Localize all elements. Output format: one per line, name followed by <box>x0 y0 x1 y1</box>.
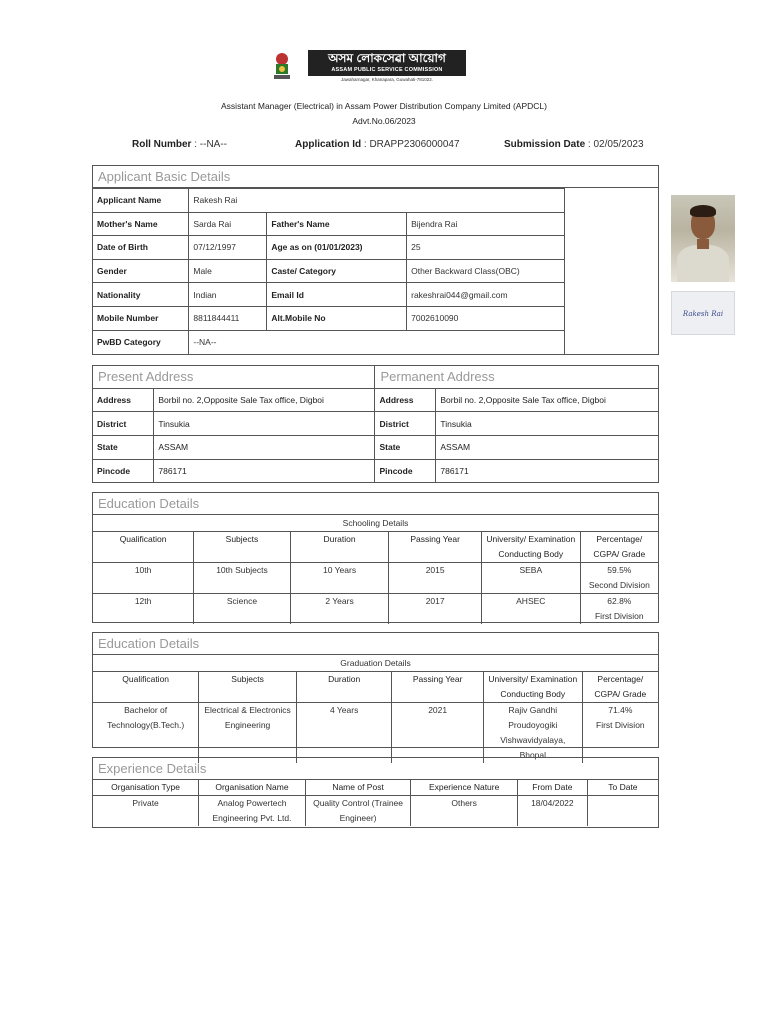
alt-mobile-value: 7002610090 <box>407 306 565 330</box>
dob-label: Date of Birth <box>93 236 189 260</box>
present-state-label: State <box>93 435 154 459</box>
table-row <box>93 459 658 482</box>
present-district-label: District <box>93 412 154 436</box>
dob-value: 07/12/1997 <box>189 236 267 260</box>
col-qualification: Qualification <box>93 532 194 563</box>
mobile-value: 8811844411 <box>189 306 267 330</box>
caste-label: Caste/ Category <box>267 259 407 283</box>
experience-section-title: Experience Details <box>93 758 658 780</box>
present-pincode-value: 786171 <box>154 459 375 482</box>
advt-number: Advt.No.06/2023 <box>352 116 416 126</box>
applicant-name-label: Applicant Name <box>93 189 189 213</box>
col-experience-nature: Experience Nature <box>411 780 518 796</box>
table-header-row <box>93 532 658 563</box>
gender-label: Gender <box>93 259 189 283</box>
mother-name-value: Sarda Rai <box>189 212 267 236</box>
cell-organisation-type: Private <box>93 796 199 827</box>
alt-mobile-label: Alt.Mobile No <box>267 306 407 330</box>
email-value: rakeshrai044@gmail.com <box>407 283 565 307</box>
table-row <box>93 796 658 827</box>
col-subjects: Subjects <box>199 672 297 703</box>
col-qualification: Qualification <box>93 672 199 703</box>
col-subjects: Subjects <box>194 532 291 563</box>
graduation-details <box>92 632 659 760</box>
application-id-label: Application Id <box>295 139 362 150</box>
cell-duration: 10 Years <box>290 563 389 594</box>
table-row <box>93 189 565 213</box>
table-header-row <box>93 780 658 796</box>
submission-date-value: : 02/05/2023 <box>585 139 644 150</box>
table-row <box>93 212 565 236</box>
graduation-caption: Graduation Details <box>93 655 658 672</box>
cell-duration: 2 Years <box>290 594 389 625</box>
applicant-photo <box>671 195 735 282</box>
cell-percentage <box>580 563 658 594</box>
commission-name-bengali: অসম লোকসেৱা আয়োগ <box>328 51 446 65</box>
table-row <box>93 703 658 764</box>
division-value: First Division <box>596 720 645 730</box>
mobile-label: Mobile Number <box>93 306 189 330</box>
permanent-district-value: Tinsukia <box>436 412 658 436</box>
cell-duration: 4 Years <box>296 703 392 764</box>
cell-to-date <box>587 796 658 827</box>
schooling-caption: Schooling Details <box>93 515 658 532</box>
header <box>0 48 768 88</box>
division-value: First Division <box>594 611 644 621</box>
basic-details-title: Applicant Basic Details <box>93 166 658 188</box>
permanent-address-title: Permanent Address <box>375 366 658 388</box>
schooling-details <box>92 492 659 623</box>
application-id <box>295 139 460 150</box>
col-passing-year: Passing Year <box>389 532 482 563</box>
present-state-value: ASSAM <box>154 435 375 459</box>
col-duration: Duration <box>290 532 389 563</box>
cell-university: AHSEC <box>481 594 580 625</box>
caste-value: Other Backward Class(OBC) <box>407 259 565 283</box>
cell-post: Quality Control (Trainee Engineer) <box>305 796 411 827</box>
table-row <box>93 594 658 625</box>
cell-percentage <box>580 594 658 625</box>
applicant-name-value: Rakesh Rai <box>189 189 565 213</box>
commission-address: Jawaharnagar, Khanapara, Guwahati-781022. <box>340 77 434 82</box>
col-post: Name of Post <box>305 780 411 796</box>
table-row <box>93 330 565 354</box>
division-value: Second Division <box>588 580 650 590</box>
applicant-signature: Rakesh Rai <box>671 291 735 335</box>
father-name-label: Father's Name <box>267 212 407 236</box>
submission-date-label: Submission Date <box>504 139 586 150</box>
cell-subjects: 10th Subjects <box>194 563 291 594</box>
col-organisation-type: Organisation Type <box>93 780 199 796</box>
percentage-value: 62.8% <box>607 596 632 606</box>
address-details <box>92 365 659 483</box>
cell-experience-nature: Others <box>411 796 518 827</box>
table-header-row <box>93 672 658 703</box>
age-value: 25 <box>407 236 565 260</box>
roll-number-label: Roll Number <box>132 139 192 150</box>
cell-university: Rajiv Gandhi Proudoyogiki Vishwavidyalaya, Bhopal <box>483 703 582 764</box>
experience-details <box>92 757 659 828</box>
permanent-state-label: State <box>375 435 436 459</box>
schooling-table <box>93 515 658 624</box>
email-label: Email Id <box>267 283 407 307</box>
application-id-value: : DRAPP2306000047 <box>361 139 460 150</box>
col-duration: Duration <box>296 672 392 703</box>
table-row <box>93 435 658 459</box>
table-row <box>93 283 565 307</box>
applicant-basic-details <box>92 165 724 355</box>
table-row <box>93 412 658 436</box>
present-district-value: Tinsukia <box>154 412 375 436</box>
graduation-section-title: Education Details <box>93 633 658 655</box>
col-university: University/ Examination Conducting Body <box>483 672 582 703</box>
basic-details-table <box>93 188 565 354</box>
col-university: University/ Examination Conducting Body <box>481 532 580 563</box>
percentage-value: 59.5% <box>607 565 632 575</box>
col-organisation-name: Organisation Name <box>199 780 306 796</box>
present-pincode-label: Pincode <box>93 459 154 482</box>
permanent-pincode-value: 786171 <box>436 459 658 482</box>
cell-qualification: 10th <box>93 563 194 594</box>
col-percentage: Percentage/ CGPA/ Grade <box>582 672 658 703</box>
post-title-block <box>0 99 768 129</box>
pwbd-value: --NA-- <box>189 330 565 354</box>
nationality-label: Nationality <box>93 283 189 307</box>
roll-number-value: : --NA-- <box>191 139 227 150</box>
col-passing-year: Passing Year <box>392 672 484 703</box>
present-address-title: Present Address <box>93 366 375 388</box>
table-row <box>93 306 565 330</box>
graduation-table <box>93 655 658 763</box>
col-from-date: From Date <box>517 780 587 796</box>
roll-number <box>132 139 227 150</box>
cell-passing-year: 2017 <box>389 594 482 625</box>
cell-qualification: Bachelor of Technology(B.Tech.) <box>93 703 199 764</box>
permanent-address-label: Address <box>375 388 436 412</box>
cell-from-date: 18/04/2022 <box>517 796 587 827</box>
nationality-value: Indian <box>189 283 267 307</box>
col-to-date: To Date <box>587 780 658 796</box>
table-row <box>93 259 565 283</box>
cell-subjects: Electrical & Electronics Engineering <box>199 703 297 764</box>
cell-subjects: Science <box>194 594 291 625</box>
post-title: Assistant Manager (Electrical) in Assam Power Distribution Company Limited (APDCL) <box>221 101 547 111</box>
present-address-label: Address <box>93 388 154 412</box>
schooling-section-title: Education Details <box>93 493 658 515</box>
gender-value: Male <box>189 259 267 283</box>
address-table <box>93 366 658 482</box>
col-percentage: Percentage/ CGPA/ Grade <box>580 532 658 563</box>
mother-name-label: Mother's Name <box>93 212 189 236</box>
cell-qualification: 12th <box>93 594 194 625</box>
percentage-value: 71.4% <box>608 705 633 715</box>
cell-university: SEBA <box>481 563 580 594</box>
cell-percentage <box>582 703 658 764</box>
experience-table <box>93 780 658 826</box>
table-row <box>93 236 565 260</box>
permanent-pincode-label: Pincode <box>375 459 436 482</box>
commission-logo <box>308 50 466 76</box>
cell-passing-year: 2021 <box>392 703 484 764</box>
permanent-district-label: District <box>375 412 436 436</box>
emblem-icon <box>270 50 294 82</box>
cell-organisation-name: Analog Powertech Engineering Pvt. Ltd. <box>199 796 306 827</box>
present-address-value: Borbil no. 2,Opposite Sale Tax office, Digboi <box>154 388 375 412</box>
commission-name-english: ASSAM PUBLIC SERVICE COMMISSION <box>331 67 443 73</box>
table-row <box>93 388 658 412</box>
permanent-state-value: ASSAM <box>436 435 658 459</box>
permanent-address-value: Borbil no. 2,Opposite Sale Tax office, Digboi <box>436 388 658 412</box>
cell-passing-year: 2015 <box>389 563 482 594</box>
father-name-value: Bijendra Rai <box>407 212 565 236</box>
table-row <box>93 563 658 594</box>
age-label: Age as on (01/01/2023) <box>267 236 407 260</box>
pwbd-label: PwBD Category <box>93 330 189 354</box>
submission-date <box>504 139 644 150</box>
